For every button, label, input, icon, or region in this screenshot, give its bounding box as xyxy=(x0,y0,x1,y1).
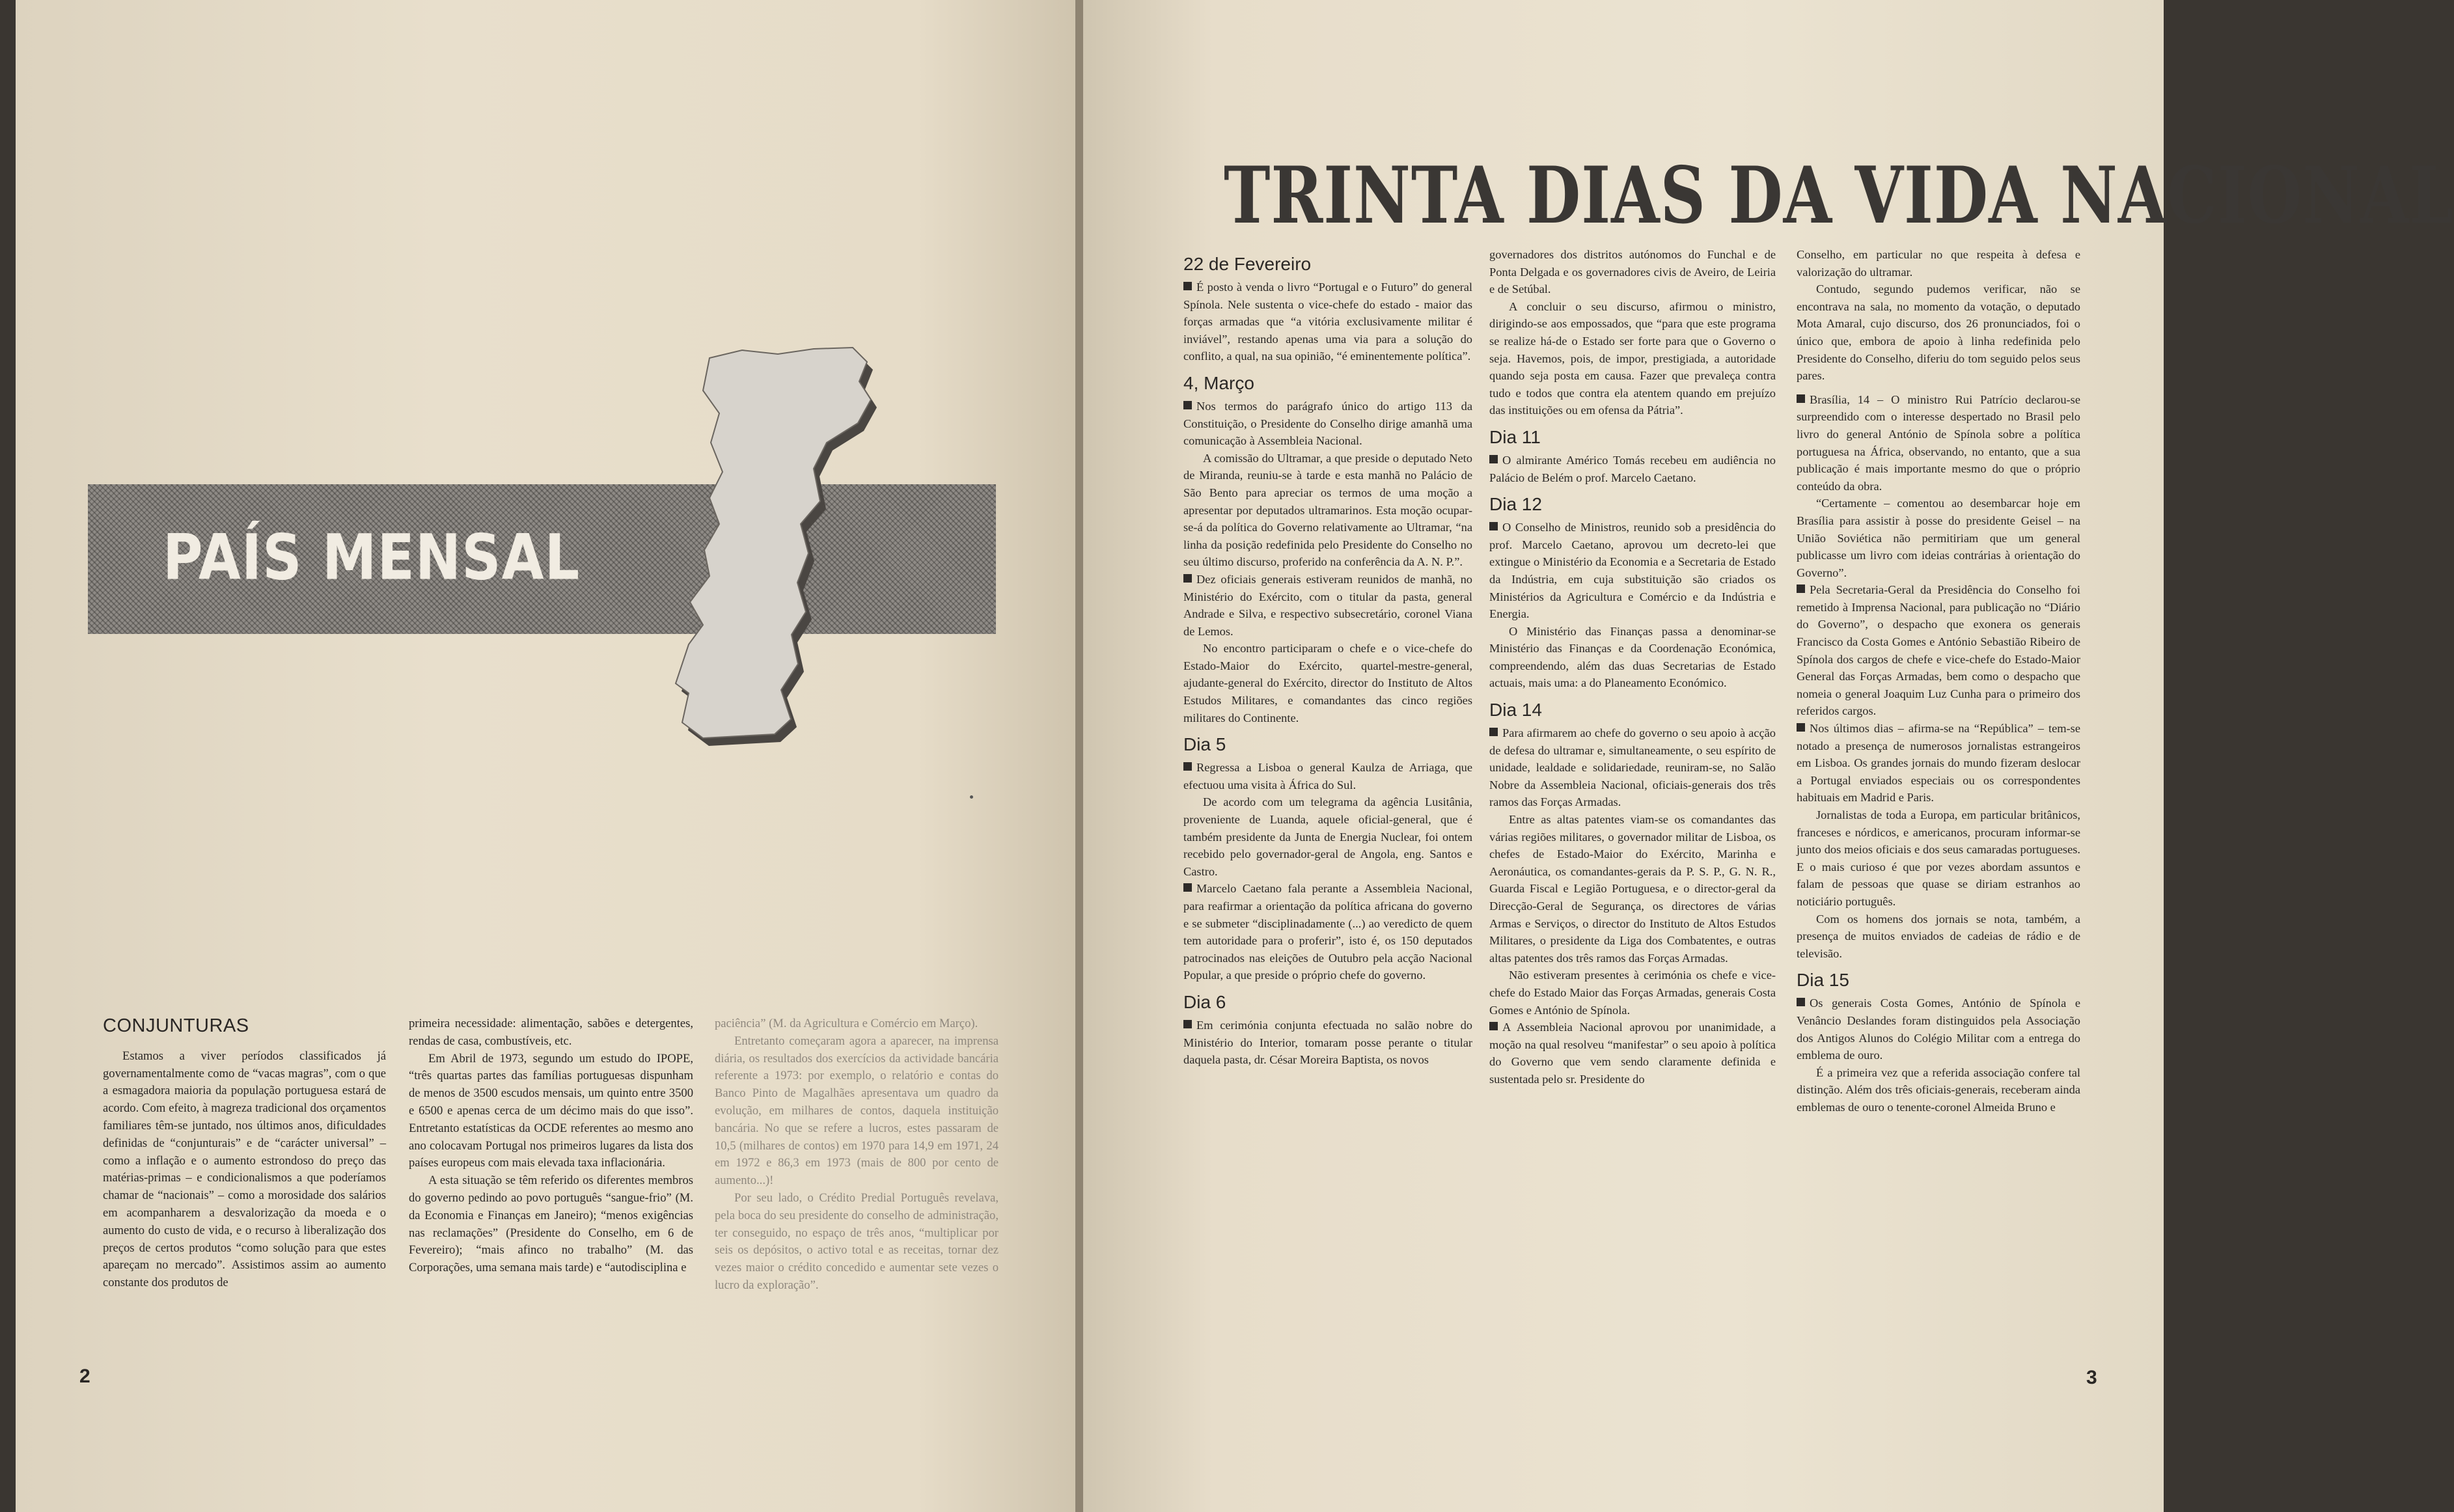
bullet-square-icon xyxy=(1489,1022,1498,1030)
article-paragraph: Por seu lado, o Crédito Predial Português revelava, pela boca do seu presidente do conselho de administração, ter conseguido, no espaço de três anos, “multiplicar por seis os depósitos, o activo total e as receitas, tornar dez vezes maior o crédito concedido e aumentar sete vezes o lucro da exploração”. xyxy=(715,1190,999,1292)
news-item: A Assembleia Nacional aprovou por unanimidade, a moção na qual resolveu “manifestar” o seu apoio à política do Governo que vem sendo claramente definida e sustentada pelo sr. Presidente do xyxy=(1489,1021,1776,1086)
right-column-2 xyxy=(1489,246,1776,1088)
news-item: Para afirmarem ao chefe do governo o seu apoio à acção de defesa do ultramar e, simultaneamente, o seu espírito de unidade, lealdade e solidariedade, reuniram-se, no Salão Nobre da Assembleia Nacional, oficiais-generais dos três ramos das Forças Armadas. xyxy=(1489,726,1776,809)
news-item: Brasília, 14 – O ministro Rui Patrício declarou-se surpreendido com o interesse despertado no Brasil pelo livro do general António de Spínola sobre a política portuguesa na África, observando, no entanto, que a sua publicação é mais importante mesmo do que o próprio conteúdo da obra. xyxy=(1797,392,2080,493)
news-paragraph: Não estiveram presentes à cerimónia os chefe e vice-chefe do Estado Maior das Forças Armadas, generais Costa Gomes e António de Spínola. xyxy=(1489,969,1776,1017)
bullet-square-icon xyxy=(1489,455,1498,463)
bullet-square-icon xyxy=(1797,998,1805,1006)
date-heading: Dia 5 xyxy=(1183,734,1226,755)
page-title: TRINTA DIAS DA VIDA NACIONAL xyxy=(1224,149,2454,241)
news-paragraph: A comissão do Ultramar, a que preside o deputado Neto de Miranda, reuniu-se à tarde e esta manhã no Palácio de São Bento para apreciar os termos de uma moção a apresentar por deputados ultramarinos. Esta moção ocupar-se-á da política do Governo relativamente ao Ultramar, “na linha da posição redefinida pelo Presidente do Conselho no seu último discurso, proferido na conferência da A. N. P.”. xyxy=(1183,451,1472,569)
date-heading: Dia 15 xyxy=(1797,970,1849,991)
stray-mark xyxy=(970,795,973,799)
news-item: Pela Secretaria-Geral da Presidência do Conselho foi remetido à Imprensa Nacional, para publicação no “Diário do Governo”, o despacho que exonera os generais Francisco da Costa Gomes e António Sebastião Ribeiro de Spínola dos cargos de chefe e vice-chefe do Estado-Maior General das Forças Armadas, bem como o despacho que nomeia o general Joaquim Luz Cunha para o primeiro dos referidos cargos. xyxy=(1797,583,2080,718)
page-number-left: 2 xyxy=(79,1366,90,1387)
news-paragraph: Entre as altas patentes viam-se os comandantes das várias regiões militares, o governador militar de Lisboa, os chefes de Estado-Maior do Exército, Marinha e Aeronáutica, os comandantes-gerais da P. S. P., G. N. R., Guarda Fiscal e Legião Portuguesa, e o director-geral da Direcção-Geral de Segurança, os directores de várias Armas e Serviços, o director do Instituto de Altos Estudos Militares, o presidente da Liga dos Combatentes, e outras altas patentes dos três ramos das Forças Armadas. xyxy=(1489,813,1776,965)
article-paragraph: A esta situação se têm referido os diferentes membros do governo pedindo ao povo português “sangue-frio” (M. da Economia e Finanças em Janeiro); “menos exigências nas reclamações” (Presidente do Conselho, em 6 de Fevereiro); “mais afinco no trabalho” (M. das Corporações, uma semana mais tarde) e “autodisciplina e xyxy=(409,1174,693,1275)
news-paragraph: “Certamente – comentou ao desembarcar hoje em Brasília para assistir à posse do presidente Geisel – na União Soviética não permitiriam que um general publicasse um livro com ideias contrárias à orientação do Governo”. xyxy=(1797,497,2080,579)
bullet-square-icon xyxy=(1183,282,1192,290)
section-title: PAÍS MENSAL xyxy=(163,521,581,594)
section-heading: CONJUNTURAS xyxy=(103,1015,249,1036)
page-number-right: 3 xyxy=(2086,1367,2097,1388)
article-paragraph: paciência” (M. da Agricultura e Comércio em Março). xyxy=(715,1017,978,1030)
news-paragraph: Com os homens dos jornais se nota, também, a presença de muitos enviados de cadeias de rádio e de televisão. xyxy=(1797,912,2080,960)
date-heading: Dia 11 xyxy=(1489,426,1541,447)
bullet-square-icon xyxy=(1183,401,1192,409)
left-column-2 xyxy=(409,1015,693,1277)
bullet-square-icon xyxy=(1797,584,1805,593)
news-item: É posto à venda o livro “Portugal e o Futuro” do general Spínola. Nele sustenta o vice-chefe do estado - maior das forças armadas que “a vitória exclusivamente militar é inviável”, restando apenas uma via para a solução do conflito, a qual, na sua opinião, “é eminentemente política”. xyxy=(1183,281,1472,363)
bullet-square-icon xyxy=(1183,883,1192,892)
date-heading: 4, Março xyxy=(1183,372,1254,393)
news-paragraph: governadores dos distritos autónomos do Funchal e de Ponta Delgada e os governadores civis de Aveiro, de Leiria e de Setúbal. xyxy=(1489,248,1776,296)
article-paragraph: primeira necessidade: alimentação, sabões e detergentes, rendas de casa, combustíveis, etc. xyxy=(409,1017,693,1048)
bullet-square-icon xyxy=(1183,1020,1192,1028)
news-item: Nos últimos dias – afirma-se na “República” – tem-se notado a presença de numerosos jornalistas estrangeiros em Lisboa. Os grandes jornais do mundo fizeram deslocar a Portugal enviados especiais ou os correspondentes habituais em Madrid e Paris. xyxy=(1797,722,2080,804)
date-heading: Dia 12 xyxy=(1489,494,1542,515)
news-paragraph: O Ministério das Finanças passa a denominar-se Ministério das Finanças e da Coordenação Económica, compreendendo, além das duas Secretarias de Estado actuais, mais uma: a do Planeamento Económico. xyxy=(1489,624,1776,690)
news-paragraph: Conselho, em particular no que respeita à defesa e valorização do ultramar. xyxy=(1797,248,2080,279)
news-item: Os generais Costa Gomes, António de Spínola e Venâncio Deslandes foram distinguidos pela Associação dos Antigos Alunos do Colégio Militar com a entrega do emblema de ouro. xyxy=(1797,997,2080,1062)
bullet-square-icon xyxy=(1489,728,1498,736)
book-gutter xyxy=(1075,0,1083,1512)
left-column-3 xyxy=(715,1015,999,1295)
news-item: Dez oficiais generais estiveram reunidos de manhã, no Ministério do Exército, com o titular da pasta, general Andrade e Silva, e respectivo subsecretário, coronel Viana de Lemos. xyxy=(1183,572,1472,638)
news-paragraph: A concluir o seu discurso, afirmou o ministro, dirigindo-se aos empossados, que “para que este programa se realize há-de o Estado ser forte para que o Governo o seja. Havemos, pois, de impor, prestigiada, a autoridade quando seja posta em causa. Fazer que prevaleça contra tudo e todos que contra ela atentem quando em prejuízo das instituições ou em ofensa da Pátria”. xyxy=(1489,299,1776,417)
news-item: O Conselho de Ministros, reunido sob a presidência do prof. Marcelo Caetano, aprovou um decreto-lei que extingue o Ministério da Economia e a Secretaria de Estado da Indústria, em cuja substituição são criados os Ministérios da Agricultura e Comércio e da Indústria e Energia. xyxy=(1489,521,1776,621)
news-paragraph: Jornalistas de toda a Europa, em particular britânicos, franceses e nórdicos, e americanos, procuram informar-se junto dos meios oficiais e dos seus camaradas portugueses. E o mais curioso é que por vezes abordam assuntos e falam de pessoas que quase se diriam estranhos ao noticiário português. xyxy=(1797,808,2080,908)
news-item: O almirante Américo Tomás recebeu em audiência no Palácio de Belém o prof. Marcelo Caetano. xyxy=(1489,453,1776,484)
bullet-square-icon xyxy=(1797,723,1805,732)
bullet-square-icon xyxy=(1797,394,1805,403)
news-item: Nos termos do parágrafo único do artigo 113 da Constituição, o Presidente do Conselho dirige amanhã uma comunicação à Assembleia Nacional. xyxy=(1183,399,1472,448)
news-paragraph: É a primeira vez que a referida associação confere tal distinção. Além dos três oficiais-generais, receberam ainda emblemas de ouro o tenente-coronel Almeida Bruno e xyxy=(1797,1065,2080,1114)
bullet-square-icon xyxy=(1489,522,1498,530)
right-column-3 xyxy=(1797,246,2080,1116)
news-item: Em cerimónia conjunta efectuada no salão nobre do Ministério do Interior, tomaram posse perante o titular daquela pasta, dr. César Moreira Baptista, os novos xyxy=(1183,1018,1472,1067)
news-paragraph: Contudo, segundo pudemos verificar, não se encontrava na sala, no momento da votação, o deputado Mota Amaral, cujo discurso, dos 26 pronunciados, foi o único que, embora de apoio à linha redefinida pelo Presidente do Conselho, diferiu do tom seguido pelos seus pares. xyxy=(1797,282,2080,383)
article-paragraph: Em Abril de 1973, segundo um estudo do IPOPE, “três quartas partes das famílias portuguesas dispunham de menos de 3500 escudos mensais, um quinto entre 3500 e 6500 e apenas cerca de um décimo mais do que isso”. Entretanto estatísticas da OCDE referentes ao mesmo ano ano colocavam Portugal nos primeiros lugares da lista dos países europeus com mais elevada taxa inflacionária. xyxy=(409,1051,693,1170)
article-paragraph: Estamos a viver períodos classificados já governamentalmente como de “vacas magras”, com o que a esmagadora maioria da população portuguesa estará de acordo. Com efeito, à magreza tradicional dos orçamentos familiares têm-se juntado, nos últimos anos, dificuldades definidas de “conjunturais” e de “carácter universal” – como a inflação e o aumento estrondoso do preço das matérias-primas – e condicionalismos a que poderíamos chamar de “nacionais” – como a morosidade dos salários em acompanharem a desvalorização da moeda e o aumento do custo de vida, e o recurso à liberalização dos preços de certos produtos “como solução para que estes apareçam no mercado”. Assistimos assim ao aumento constante dos produtos de xyxy=(103,1049,386,1290)
news-item: Marcelo Caetano fala perante a Assembleia Nacional, para reafirmar a orientação da política africana do governo e se submeter “disciplinadamente (...) ao veredicto de quem tem autoridade para o proferir”, isto é, os 150 deputados patrocinados nas eleições de Outubro pela acção Nacional Popular, a que preside o próprio chefe do governo. xyxy=(1183,882,1472,982)
news-paragraph: No encontro participaram o chefe e o vice-chefe do Estado-Maior do Exército, quartel-mestre-general, ajudante-general do Exército, director do Instituto de Altos Estudos Militares, e comandantes das cinco regiões militares do Continente. xyxy=(1183,642,1472,724)
article-paragraph: Entretanto começaram agora a aparecer, na imprensa diária, os resultados dos exercícios da actividade bancária referente a 1973: por exemplo, o relatório e contas do Banco Pinto de Magalhães apresentava um quadro da evolução, em milhares de contos, daquela instituição bancária. No que se refere a lucros, estes passaram de 10,5 (milhares de contos) em 1970 para 14,9 em 1971, 24 em 1972 e 86,3 em 1973 (mais de 800 por cento de aumento...)! xyxy=(715,1034,999,1188)
bullet-square-icon xyxy=(1183,762,1192,771)
date-heading: Dia 6 xyxy=(1183,991,1226,1012)
news-item: Regressa a Lisboa o general Kaulza de Arriaga, que efectuou uma visita à África do Sul. xyxy=(1183,761,1472,791)
portugal-map-icon xyxy=(664,345,885,775)
bullet-square-icon xyxy=(1183,574,1192,583)
news-paragraph: De acordo com um telegrama da agência Lusitânia, proveniente de Luanda, aquele oficial-general, que é também presidente da Junta de Energia Nuclear, foi ontem recebido pelo governador-geral de Angola, eng. Santos e Castro. xyxy=(1183,795,1472,878)
left-column-1 xyxy=(103,1015,386,1292)
date-heading: Dia 14 xyxy=(1489,700,1542,721)
right-column-1 xyxy=(1183,246,1472,1069)
date-heading: 22 de Fevereiro xyxy=(1183,254,1312,274)
